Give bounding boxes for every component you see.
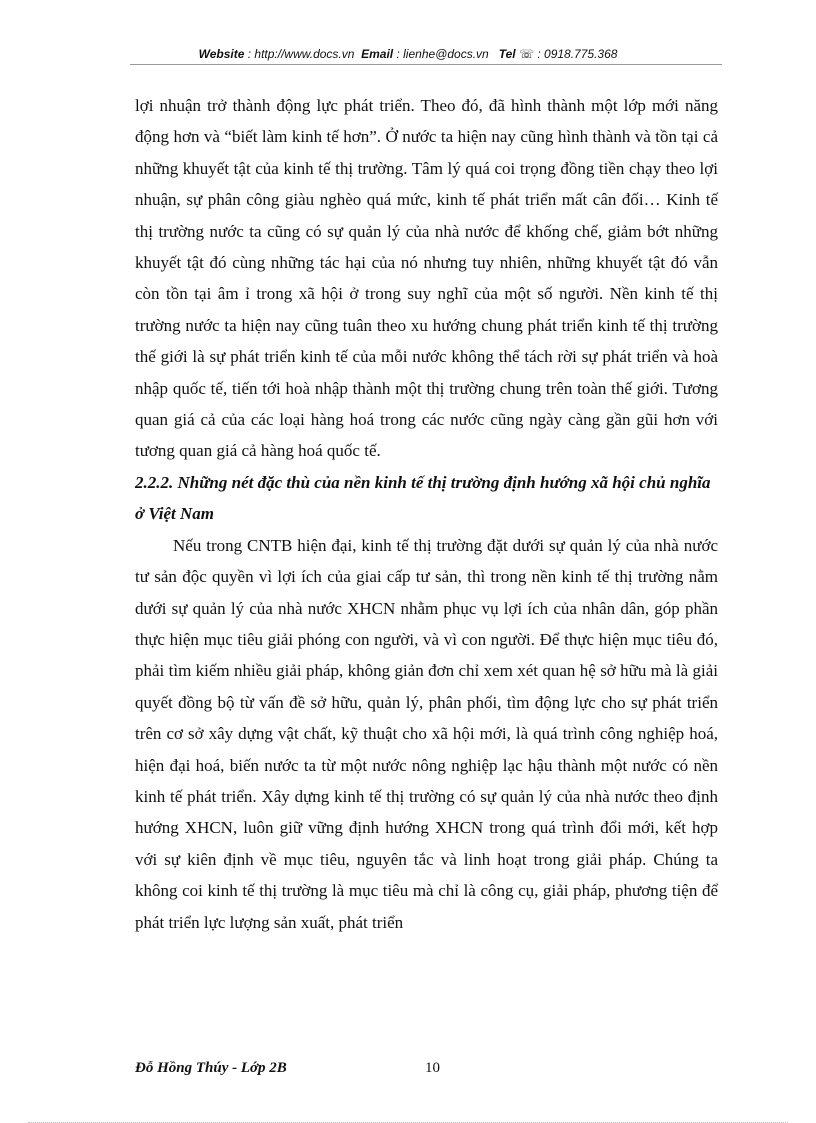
phone-icon: ☏ xyxy=(518,47,534,61)
footer-author: Đỗ Hồng Thúy - Lớp 2B xyxy=(135,1060,287,1076)
tel-value: 0918.775.368 xyxy=(544,47,618,61)
website-label: Website xyxy=(198,47,245,61)
document-body xyxy=(135,90,718,938)
page-number: 10 xyxy=(425,1060,440,1076)
page-header: Website : http://www.docs.vn Email : lienhe@docs.vn Tel ☏ : 0918.775.368 xyxy=(198,47,618,61)
header-divider xyxy=(130,64,722,65)
paragraph-1: lợi nhuận trở thành động lực phát triển. Theo đó, đã hình thành một lớp mới năng động hơn và “biết làm kinh tế hơn”. Ở nước ta hiện nay cũng hình thành và tồn tại cả những khuyết tật của kinh tế thị trường. Tâm lý quá coi trọng đồng tiền chạy theo lợi nhuận, sự phân công giàu nghèo quá mức, kinh tế phát triển mất cân đối… Kinh tế thị trường nước ta cũng có sự quản lý của nhà nước để khống chế, giảm bớt những khuyết tật đó cùng những tác hại của nó nhưng tuy nhiên, những khuyết tật đó vẫn còn tồn tại âm ỉ trong xã hội ở trong suy nghĩ của một số người. Nền kinh tế thị trường nước ta hiện nay cũng tuân theo xu hướng chung phát triển kinh tế thị trường thế giới là sự phát triển kinh tế của mỗi nước không thể tách rời sự phát triển và hoà nhập quốc tế, tiến tới hoà nhập thành một thị trường chung trên toàn thế giới. Tương quan giá cả của các loại hàng hoá trong các nước cũng ngày càng gần gũi hơn với tương quan giá cả hàng hoá quốc tế. xyxy=(135,96,718,461)
paragraph-2: Nếu trong CNTB hiện đại, kinh tế thị trường đặt dưới sự quản lý của nhà nước tư sản độc quyền vì lợi ích của giai cấp tư sản, thì trong nền kinh tế thị trường nằm dưới sự quản lý của nhà nước XHCN nhằm phục vụ lợi ích của nhân dân, góp phần thực hiện mục tiêu giải phóng con người, và vì con người. Để thực hiện mục tiêu đó, phải tìm kiếm nhiều giải pháp, không giản đơn chỉ xem xét quan hệ sở hữu mà là giải quyết đồng bộ từ vấn đề sở hữu, quản lý, phân phối, tìm động lực cho sự phát triển trên cơ sở xây dựng vật chất, kỹ thuật cho xã hội mới, là quá trình công nghiệp hoá, hiện đại hoá, biến nước ta từ một nước nông nghiệp lạc hậu thành một nước có nền kinh tế phát triển. Xây dựng kinh tế thị trường có sự quản lý của nhà nước theo định hướng XHCN, luôn giữ vững định hướng XHCN trong quá trình đổi mới, kết hợp với sự kiên định về mục tiêu, nguyên tắc và linh hoạt trong giải pháp. Chúng ta không coi kinh tế thị trường là mục tiêu mà chỉ là công cụ, giải pháp, phương tiện để phát triển lực lượng sản xuất, phát triển xyxy=(135,535,718,932)
website-link[interactable]: http://www.docs.vn xyxy=(254,47,355,61)
section-heading: 2.2.2. Những nét đặc thù của nền kinh tế thị trường định hướng xã hội chủ nghĩa ở Việt Nam xyxy=(135,472,711,524)
email-link[interactable]: lienhe@docs.vn xyxy=(403,47,489,61)
email-label: Email xyxy=(361,47,394,61)
tel-label: Tel xyxy=(498,47,516,61)
